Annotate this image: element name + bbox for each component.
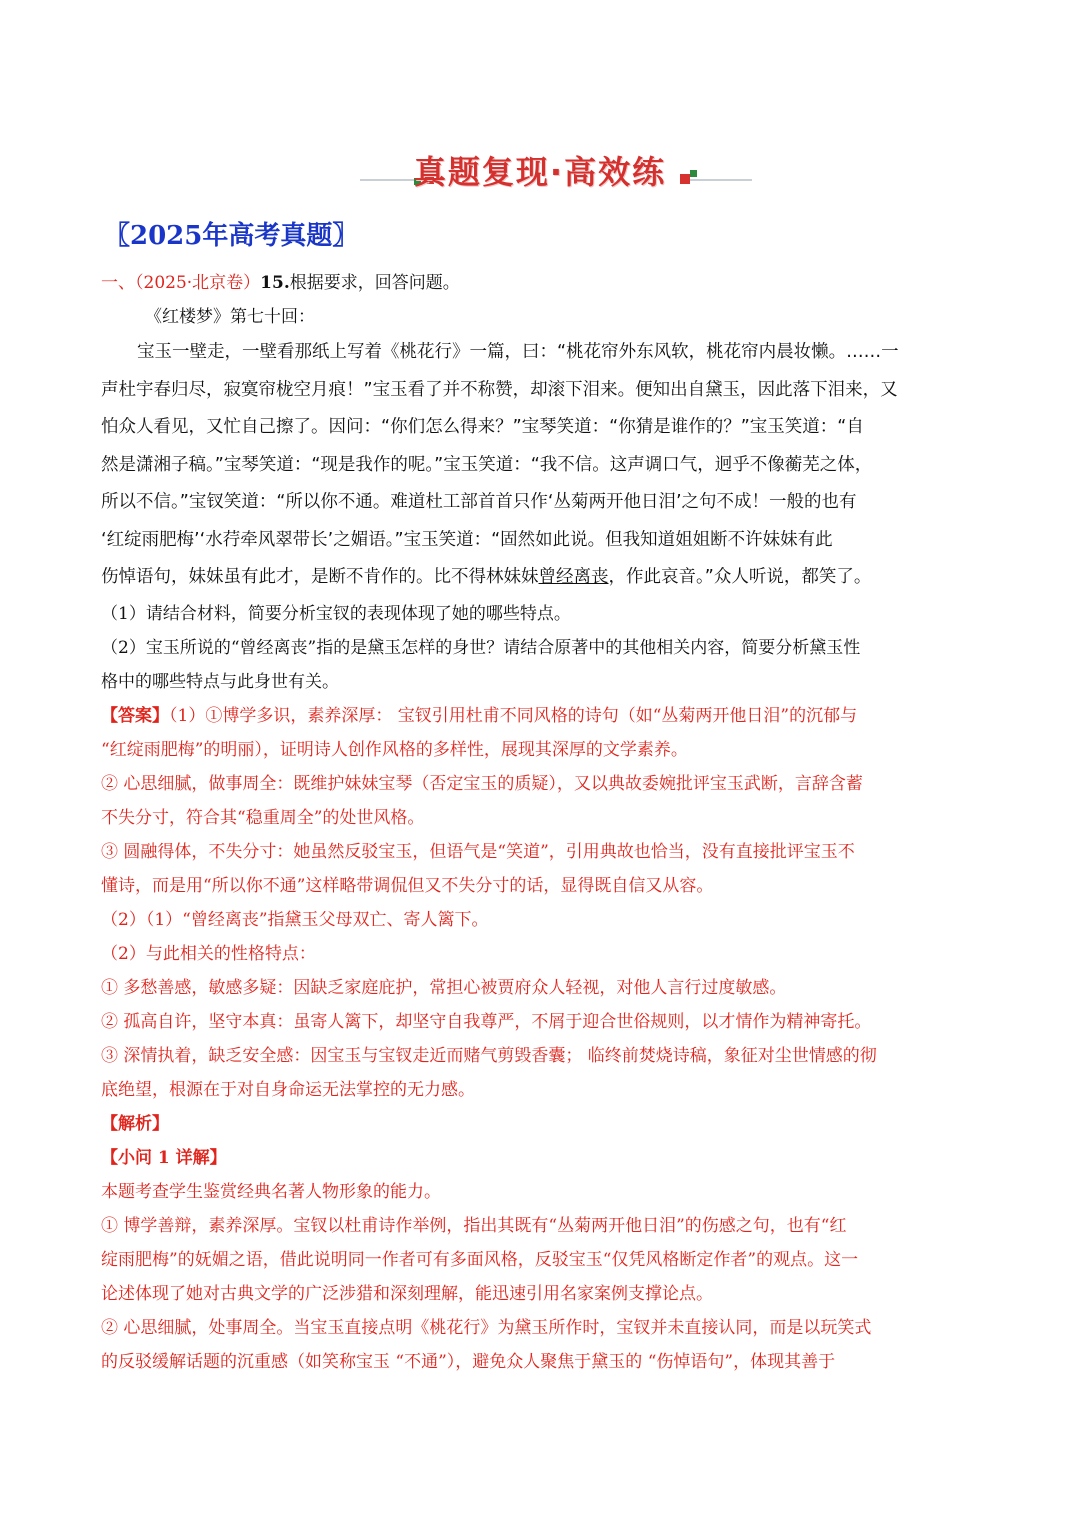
answer-line: ② 孤高自许，坚守本真：虽寄人篱下，却坚守自我尊严，不屑于迎合世俗规则，以才情作为精神寄托。 <box>101 1011 872 1032</box>
analysis-label: 【解析】 <box>101 1113 169 1134</box>
sub-question-1: （1）请结合材料，简要分析宝钗的表现体现了她的哪些特点。 <box>101 603 571 624</box>
answer-block <box>101 699 981 1107</box>
answer-line: ③ 圆融得体，不失分寸：她虽然反驳宝玉，但语气是“笑道”，引用典故也恰当，没有直接批评宝玉不 <box>101 841 855 862</box>
answer-label: 【答案】 <box>101 705 169 726</box>
sub-question-2-line: 格中的哪些特点与此身世有关。 <box>101 671 339 692</box>
section-title: 〖2025年高考真题〗 <box>104 221 359 251</box>
answer-text: （1）①博学多识，素养深厚： 宝钗引用杜甫不同风格的诗句（如“丛菊两开他日泪”的沉郁与 <box>169 705 858 726</box>
passage <box>101 334 981 597</box>
analysis-line: 绽雨肥梅”的妩媚之语，借此说明同一作者可有多面风格，反驳宝玉“仅凭风格断定作者”的观点。这一 <box>101 1249 859 1270</box>
content <box>101 266 981 1379</box>
question-number: 15. <box>260 273 290 293</box>
analysis-line: ① 博学善辩，素养深厚。宝钗以杜甫诗作举例，指出其既有“丛菊两开他日泪”的伤感之句，也有“红 <box>101 1215 847 1236</box>
passage-line: 所以不信。”宝钗笑道：“所以你不通。难道杜工部首首只作‘丛菊两开他日泪’之句不成！一般的也有 <box>101 492 857 512</box>
analysis-sub-label: 【小问 1 详解】 <box>101 1147 227 1168</box>
passage-line: 宝玉一壁走，一壁看那纸上写着《桃花行》一篇，曰：“桃花帘外东风软，桃花帘内晨妆懒。……一 <box>137 342 899 362</box>
answer-line: （2）与此相关的性格特点： <box>101 943 316 964</box>
banner-title: 真题复现·高效练 <box>413 153 667 191</box>
answer-line: 懂诗，而是用“所以你不通”这样略带调侃但又不失分寸的话，显得既自信又从容。 <box>101 875 714 896</box>
answer-line: （2）（1）“曾经离丧”指黛玉父母双亡、寄人篱下。 <box>101 909 489 930</box>
banner-decoration-square <box>690 170 697 177</box>
question-source: （2025·北京卷） <box>135 273 261 293</box>
sub-question-2-line: （2）宝玉所说的“曾经离丧”指的是黛玉怎样的身世？请结合原著中的其他相关内容，简要分析黛玉性 <box>101 637 861 658</box>
chapter-title: 《红楼梦》第七十回： <box>145 307 315 327</box>
analysis-line: 的反驳缓解话题的沉重感（如笑称宝玉 “不通”），避免众人聚焦于黛玉的 “伤悼语句”，体现其善于 <box>101 1351 836 1372</box>
passage-line: 声杜宇春归尽，寂寞帘栊空月痕！”宝玉看了并不称赞，却滚下泪来。便知出自黛玉，因此落下泪来，又 <box>101 379 898 400</box>
passage-line: ‘红绽雨肥梅’‘水荇牵风翠带长’之媚语。”宝玉笑道：“固然如此说。但我知道姐姐断不许妹妹有此 <box>101 529 833 550</box>
analysis-intro: 本题考查学生鉴赏经典名著人物形象的能力。 <box>101 1181 441 1202</box>
banner <box>0 148 1080 198</box>
answer-line: ③ 深情执着，缺乏安全感：因宝玉与宝钗走近而赌气剪毁香囊； 临终前焚烧诗稿，象征对尘世情感的彻 <box>101 1045 877 1066</box>
answer-line <box>101 699 981 733</box>
analysis-line: ② 心思细腻，处事周全。当宝玉直接点明《桃花行》为黛玉所作时，宝钗并未直接认同，而是以玩笑式 <box>101 1317 872 1338</box>
answer-line: “红绽雨肥梅”的明丽），证明诗人创作风格的多样性，展现其深厚的文学素养。 <box>101 739 688 760</box>
passage-line: 怕众人看见，又忙自己擦了。因问：“你们怎么得来？”宝琴笑道：“你猜是谁作的？”宝玉笑道：“自 <box>101 417 864 437</box>
passage-text: ，作此哀音。”众人听说，都笑了。 <box>608 567 872 587</box>
banner-decoration-square <box>680 174 690 184</box>
question-header <box>101 266 981 300</box>
analysis-block <box>101 1107 981 1379</box>
passage-underlined-text: 曾经离丧 <box>538 567 609 587</box>
question-prefix: 一、 <box>101 273 135 293</box>
answer-line: 底绝望，根源在于对自身命运无法掌控的无力感。 <box>101 1079 475 1100</box>
answer-line: ① 多愁善感，敏感多疑：因缺乏家庭庇护，常担心被贾府众人轻视，对他人言行过度敏感。 <box>101 977 787 998</box>
passage-line: 然是潇湘子稿。”宝琴笑道：“现是我作的呢。”宝玉笑道：“我不信。这声调口气，迥乎不像蘅芜之体， <box>101 454 873 475</box>
answer-line: ② 心思细腻，做事周全：既维护妹妹宝琴（否定宝玉的质疑），又以典故委婉批评宝玉武断，言辞含蓄 <box>101 773 863 794</box>
passage-line <box>101 559 981 597</box>
question-instruction: 根据要求，回答问题。 <box>289 273 460 293</box>
banner-right-line <box>690 179 752 181</box>
analysis-line: 论述体现了她对古典文学的广泛涉猎和深刻理解，能迅速引用名家案例支撑论点。 <box>101 1283 713 1304</box>
answer-line: 不失分寸，符合其“稳重周全”的处世风格。 <box>101 807 425 828</box>
passage-text: 伤悼语句，妹妹虽有此才，是断不肯作的。比不得林妹妹 <box>101 567 539 587</box>
